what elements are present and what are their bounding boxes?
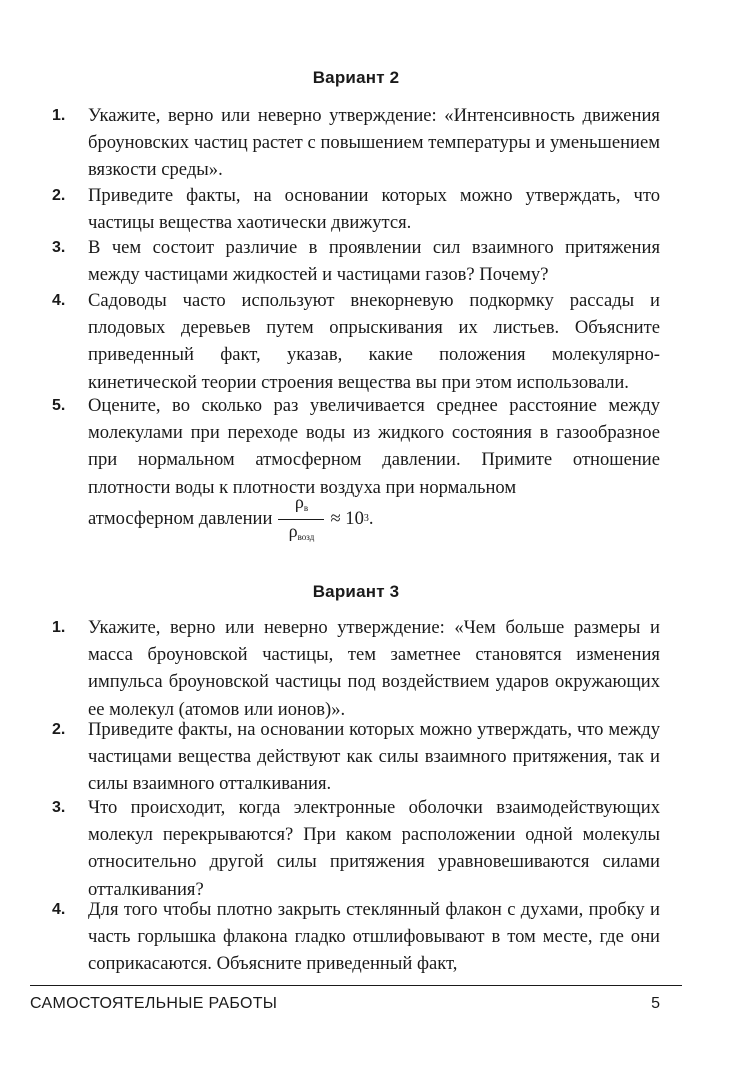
fraction-numerator bbox=[291, 491, 312, 519]
task-number: 5. bbox=[52, 397, 66, 414]
v3-task-3 bbox=[52, 794, 660, 903]
formula-power: 3 bbox=[363, 513, 369, 525]
formula-suffix: . bbox=[368, 507, 374, 529]
rho-water-subscript: в bbox=[303, 503, 309, 513]
document-page bbox=[30, 0, 660, 1080]
rho-water-symbol: ρ bbox=[294, 492, 304, 512]
task-number: 1. bbox=[52, 107, 66, 124]
task-text: Приведите факты, на основании которых можно утверждать, что частицы вещества хаотически движутся. bbox=[88, 185, 660, 234]
v3-task-1 bbox=[52, 614, 660, 723]
v2-task-5 bbox=[52, 392, 660, 501]
task-text: Что происходит, когда электронные оболочки взаимодействующих молекул перекрываются? При каком расположении одной молекулы относительно другой силы притяжения уравновешиваются силами отталкивания? bbox=[88, 797, 660, 900]
formula-relation: ≈ 10 bbox=[330, 507, 364, 529]
v3-task-2 bbox=[52, 716, 660, 798]
footer-section-title: САМОСТОЯТЕЛЬНЫЕ РАБОТЫ bbox=[30, 995, 278, 1012]
task-number: 4. bbox=[52, 901, 66, 918]
task-number: 3. bbox=[52, 239, 66, 256]
v2-task-3 bbox=[52, 234, 660, 288]
task-number: 4. bbox=[52, 292, 66, 309]
v3-task-4 bbox=[52, 896, 660, 978]
density-ratio-formula bbox=[88, 490, 374, 547]
rho-air-symbol: ρ bbox=[288, 521, 298, 542]
footer-rule bbox=[30, 985, 682, 986]
v2-task-2 bbox=[52, 182, 660, 236]
task-text: В чем состоит различие в проявлении сил взаимного притяжения между частицами жидкостей и частицами газов? Почему? bbox=[88, 237, 660, 286]
density-fraction bbox=[278, 491, 324, 548]
task-number: 2. bbox=[52, 721, 66, 738]
fraction-denominator bbox=[287, 520, 317, 548]
task-text: Укажите, верно или неверно утверждение: «Интенсивность движения броуновских частиц растет с повышением температуры и уменьшением вязкости среды». bbox=[88, 105, 660, 181]
task-number: 2. bbox=[52, 187, 66, 204]
task-number: 1. bbox=[52, 619, 66, 636]
task-text: Оцените, во сколько раз увеличивается среднее расстояние между молекулами при переходе воды из жидкого состояния в газообразное при нормальном атмосферном давлении. Примите отношение плотности воды к плотности воздуха при нормальном bbox=[88, 395, 660, 498]
rho-air-subscript: возд bbox=[297, 532, 315, 543]
formula-prefix: атмосферном давлении bbox=[88, 507, 273, 529]
v2-task-1 bbox=[52, 102, 660, 184]
task-text: Приведите факты, на основании которых можно утверждать, что между частицами вещества действуют как силы взаимного притяжения, так и силы взаимного отталкивания. bbox=[88, 719, 660, 795]
variant-3-title: Вариант 3 bbox=[312, 582, 400, 601]
page-number: 5 bbox=[651, 995, 660, 1012]
task-text: Укажите, верно или неверно утверждение: «Чем больше размеры и масса броуновской частицы, тем заметнее становятся изменения импульса броуновской частицы под воздействием ударов окружающих ее молекул (атомов или ионов)». bbox=[88, 617, 660, 720]
task-text: Для того чтобы плотно закрыть стеклянный флакон с духами, пробку и часть горлышка флакона гладко отшлифовывают в том месте, где они соприкасаются. Объясните приведенный факт, bbox=[88, 899, 660, 975]
task-number: 3. bbox=[52, 799, 66, 816]
variant-2-title: Вариант 2 bbox=[312, 68, 400, 87]
task-text: Садоводы часто используют внекорневую подкормку рассады и плодовых деревьев путем опрыскивания их листьев. Объясните приведенный факт, указав, какие положения молекулярно-кинетической теории строения вещества вы при этом использовали. bbox=[88, 290, 660, 393]
v2-task-4 bbox=[52, 287, 660, 396]
